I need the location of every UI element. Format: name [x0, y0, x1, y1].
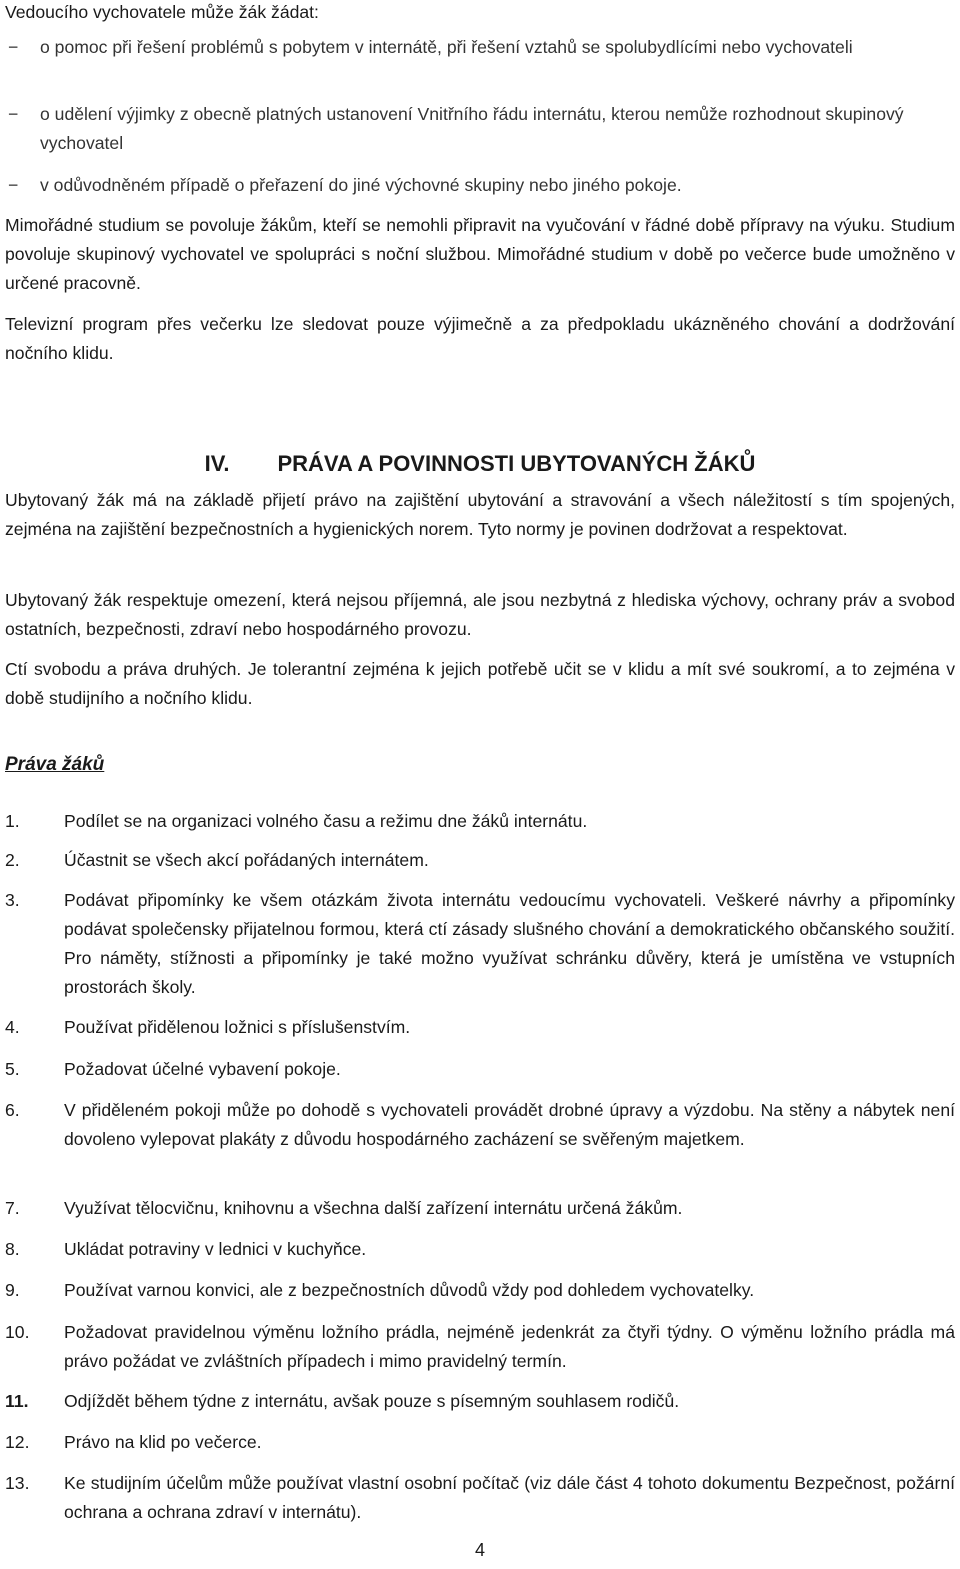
rights-item	[5, 1387, 955, 1416]
dash-item-2	[8, 100, 955, 158]
list-text: Ke studijním účelům může používat vlastní osobní počítač (viz dále část 4 tohoto dokumentu Bezpečnost, požární ochrana a ochrana zdraví v internátu).	[64, 1473, 955, 1522]
list-text: Požadovat pravidelnou výměnu ložního prádla, nejméně jedenkrát za čtyři týdny. O výměnu ložního prádla má právo požádat ve zvláštních případech i mimo pravidelný termín.	[64, 1322, 955, 1371]
rights-item	[5, 807, 955, 836]
paragraph-respect: Ctí svobodu a práva druhých. Je tolerantní zejména k jejich potřebě učit se v klidu a mít své soukromí, a to zejména v době studijního a nočního klidu.	[5, 659, 955, 708]
dash-item-text: v odůvodněném případě o přeřazení do jiné výchovné skupiny nebo jiného pokoje.	[40, 175, 682, 195]
rights-item	[5, 1013, 955, 1042]
list-text: Využívat tělocvičnu, knihovnu a všechna další zařízení internátu určená žákům.	[64, 1198, 683, 1218]
section-number: IV.	[204, 451, 230, 476]
list-text: Právo na klid po večerce.	[64, 1432, 262, 1452]
list-text: Podílet se na organizaci volného času a režimu dne žáků internátu.	[64, 811, 588, 831]
list-number: 8.	[5, 1239, 20, 1259]
rights-heading: Práva žáků	[5, 754, 105, 775]
paragraph-tv: Televizní program přes večerku lze sledovat pouze výjimečně a za předpokladu ukázněného chování a dodržování nočního klidu.	[5, 314, 955, 363]
list-number: 9.	[5, 1280, 20, 1300]
list-text: Účastnit se všech akcí pořádaných internátem.	[64, 850, 429, 870]
rights-item	[5, 1469, 955, 1527]
dash-bullet: −	[8, 37, 19, 57]
section-heading	[0, 449, 960, 479]
list-number: 10.	[5, 1322, 30, 1342]
list-number: 6.	[5, 1100, 20, 1120]
rights-item	[5, 1318, 955, 1376]
list-text: Odjíždět během týdne z internátu, avšak pouze s písemným souhlasem rodičů.	[64, 1391, 680, 1411]
paragraph-accommodation: Ubytovaný žák má na základě přijetí právo na zajištění ubytování a stravování a všech náležitostí s tím spojených, zejména na zajištění bezpečnostních a hygienických norem. Tyto normy je povinen dodržovat a respektovat.	[5, 490, 955, 539]
rights-item	[5, 1276, 955, 1305]
list-number: 13.	[5, 1473, 30, 1493]
list-text: Používat varnou konvici, ale z bezpečnostních důvodů vždy pod dohledem vychovatelky.	[64, 1280, 755, 1300]
list-text: Ukládat potraviny v lednici v kuchyňce.	[64, 1239, 367, 1259]
list-number: 2.	[5, 850, 20, 870]
dash-item-text: o udělení výjimky z obecně platných ustanovení Vnitřního řádu internátu, kterou nemůže rozhodnout skupinový vychovatel	[40, 104, 904, 153]
list-number: 11.	[5, 1391, 29, 1411]
rights-item	[5, 1055, 955, 1084]
list-text: Používat přidělenou ložnici s příslušenstvím.	[64, 1017, 411, 1037]
dash-item-3	[8, 171, 955, 200]
dash-bullet: −	[8, 104, 19, 124]
rights-item	[5, 1235, 955, 1264]
list-number: 7.	[5, 1198, 20, 1218]
intro-lead: Vedoucího vychovatele může žák žádat:	[5, 2, 319, 22]
section-title: PRÁVA A POVINNOSTI UBYTOVANÝCH ŽÁKŮ	[277, 451, 756, 476]
list-text: Požadovat účelné vybavení pokoje.	[64, 1059, 341, 1079]
list-number: 1.	[5, 811, 20, 831]
rights-item	[5, 846, 955, 875]
paragraph-extra-study: Mimořádné studium se povoluje žákům, kteří se nemohli připravit na vyučování v řádné době přípravy na výuku. Studium povoluje skupinový vychovatel ve spolupráci s noční službou. Mimořádné studium v době po večerce bude umožněno v určené pracovně.	[5, 215, 955, 293]
list-text: Podávat připomínky ke všem otázkám života internátu vedoucímu vychovateli. Veškeré návrhy a připomínky podávat společensky přijatelnou formou, která ctí zásady slušného chování a demokratického občanského soužití. Pro náměty, stížnosti a připomínky je také možno využívat schránku důvěry, která je umístěna ve vstupních prostorách školy.	[64, 890, 955, 997]
list-number: 5.	[5, 1059, 20, 1079]
dash-item-1	[8, 33, 955, 62]
list-number: 12.	[5, 1432, 30, 1452]
page-number: 4	[474, 1540, 485, 1560]
list-number: 3.	[5, 890, 20, 910]
list-text: V přiděleném pokoji může po dohodě s vychovateli provádět drobné úpravy a výzdobu. Na stěny a nábytek není dovoleno vylepovat plakáty z důvodu hospodárného zacházení se svěřeným majetkem.	[64, 1100, 955, 1149]
rights-item	[5, 1428, 955, 1457]
rights-item	[5, 1096, 955, 1154]
rights-item	[5, 886, 955, 1002]
list-number: 4.	[5, 1017, 20, 1037]
paragraph-restrictions: Ubytovaný žák respektuje omezení, která nejsou příjemná, ale jsou nezbytná z hlediska výchovy, ochrany práv a svobod ostatních, bezpečnosti, zdraví nebo hospodárného provozu.	[5, 590, 955, 639]
dash-bullet: −	[8, 175, 19, 195]
rights-item	[5, 1194, 955, 1223]
dash-item-text: o pomoc při řešení problémů s pobytem v internátě, při řešení vztahů se spolubydlícími nebo vychovateli	[40, 37, 853, 57]
